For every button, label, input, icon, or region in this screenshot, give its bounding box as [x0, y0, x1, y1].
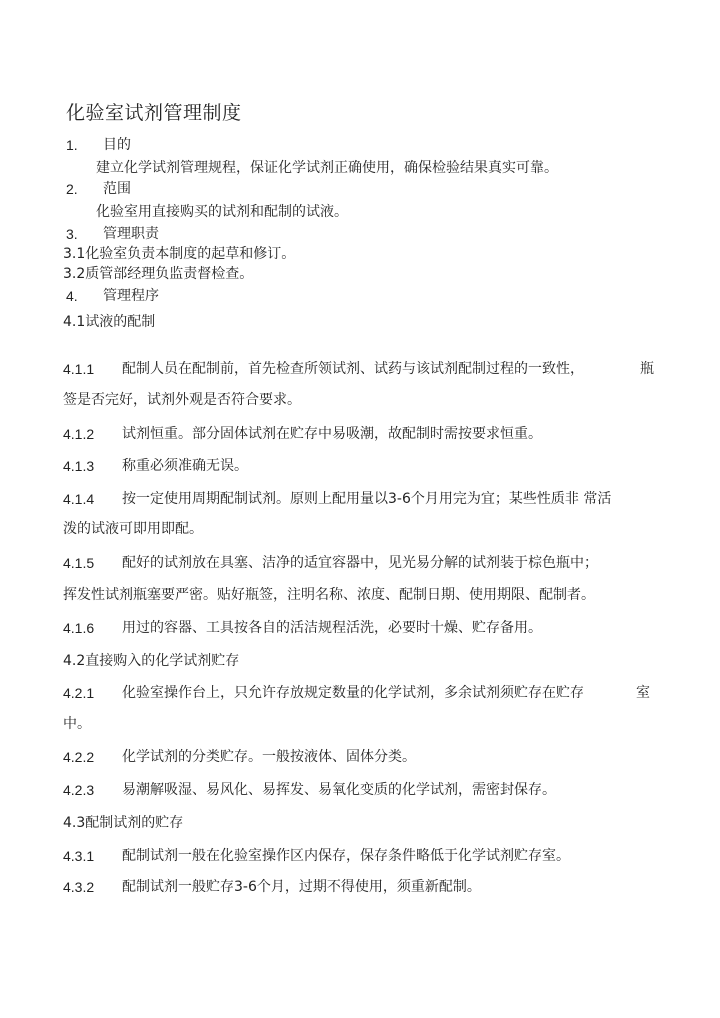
item-4-2-1-text-end: 室 [636, 685, 650, 701]
item-4-1-3-text: 称重必须准确无误。 [122, 458, 248, 474]
section-1-number: 1. [66, 137, 78, 153]
item-4-1-5-text: 配好的试剂放在具塞、洁净的适宜容器中，见光易分解的试剂装于棕色瓶中； [122, 555, 598, 571]
item-4-1-1-line [122, 360, 654, 378]
item-4-3-1-text: 配制试剂一般在化验室操作区内保存，保存条件略低于化学试剂贮存室。 [122, 848, 570, 864]
item-4-1-1-number: 4.1.1 [63, 361, 95, 377]
item-4-1-4-text: 按一定使用周期配制试剂。原则上配用量以3-6个月用完为宜；某些性质非 常活 [122, 491, 612, 507]
item-4-2-1-number: 4.2.1 [63, 685, 95, 701]
document-title: 化验室试剂管理制度 [66, 102, 242, 124]
item-4-2-3-text: 易潮解吸湿、易风化、易挥发、易氧化变质的化学试剂，需密封保存。 [122, 782, 556, 798]
item-4-3-2-text: 配制试剂一般贮存3-6个月，过期不得使用，须重新配制。 [122, 879, 481, 895]
section-2-number: 2. [66, 181, 78, 197]
section-1-label: 目的 [103, 137, 131, 153]
subsection-4-1: 4.1试液的配制 [63, 314, 156, 330]
item-4-2-3-number: 4.2.3 [63, 782, 95, 798]
section-4-number: 4. [66, 288, 78, 304]
item-4-1-2-text: 试剂恒重。部分固体试剂在贮存中易吸潮，故配制时需按要求恒重。 [122, 426, 542, 442]
item-4-2-1-line [122, 684, 650, 702]
item-4-1-1-text-end: 瓶 [640, 361, 654, 377]
item-4-3-1-number: 4.3.1 [63, 848, 95, 864]
item-4-1-6-number: 4.1.6 [63, 620, 95, 636]
item-4-2-2-text: 化学试剂的分类贮存。一般按液体、固体分类。 [122, 749, 416, 765]
item-4-2-2-number: 4.2.2 [63, 749, 95, 765]
item-4-1-4-continuation: 泼的试液可即用即配。 [63, 521, 203, 537]
item-4-1-6-text: 用过的容器、工具按各自的活洁规程活洗，必要时十燥、贮存备用。 [122, 620, 542, 636]
item-4-1-2-number: 4.1.2 [63, 426, 95, 442]
scope-text: 化验室用直接购买的试剂和配制的试液。 [96, 204, 348, 220]
section-3-number: 3. [66, 226, 78, 242]
item-4-1-5-continuation: 挥发性试剂瓶塞要严密。贴好瓶签，注明名称、浓度、配制日期、使用期限、配制者。 [63, 587, 595, 603]
item-4-1-3-number: 4.1.3 [63, 458, 95, 474]
item-4-1-1-text: 配制人员在配制前，首先检查所领试剂、试药与该试剂配制过程的一致性， [122, 361, 584, 377]
item-4-1-4-number: 4.1.4 [63, 491, 95, 507]
item-4-1-5-number: 4.1.5 [63, 555, 95, 571]
duty-3-2: 3.2质管部经理负监责督检查。 [63, 266, 254, 282]
item-4-1-1-continuation: 签是否完好，试剂外观是否符合要求。 [63, 392, 301, 408]
duty-3-1: 3.1化验室负责本制度的起草和修订。 [63, 246, 296, 262]
section-2-label: 范围 [103, 181, 131, 197]
subsection-4-2: 4.2直接购入的化学试剂贮存 [63, 653, 240, 669]
section-3-label: 管理职责 [103, 226, 159, 242]
item-4-2-1-text: 化验室操作台上，只允许存放规定数量的化学试剂，多余试剂须贮存在贮存 [122, 685, 584, 701]
item-4-3-2-number: 4.3.2 [63, 879, 95, 895]
section-4-label: 管理程序 [103, 288, 159, 304]
subsection-4-3: 4.3配制试剂的贮存 [63, 815, 184, 831]
purpose-text: 建立化学试剂管理规程，保证化学试剂正确使用，确保检验结果真实可靠。 [96, 160, 558, 176]
item-4-2-1-continuation: 中。 [63, 716, 91, 732]
